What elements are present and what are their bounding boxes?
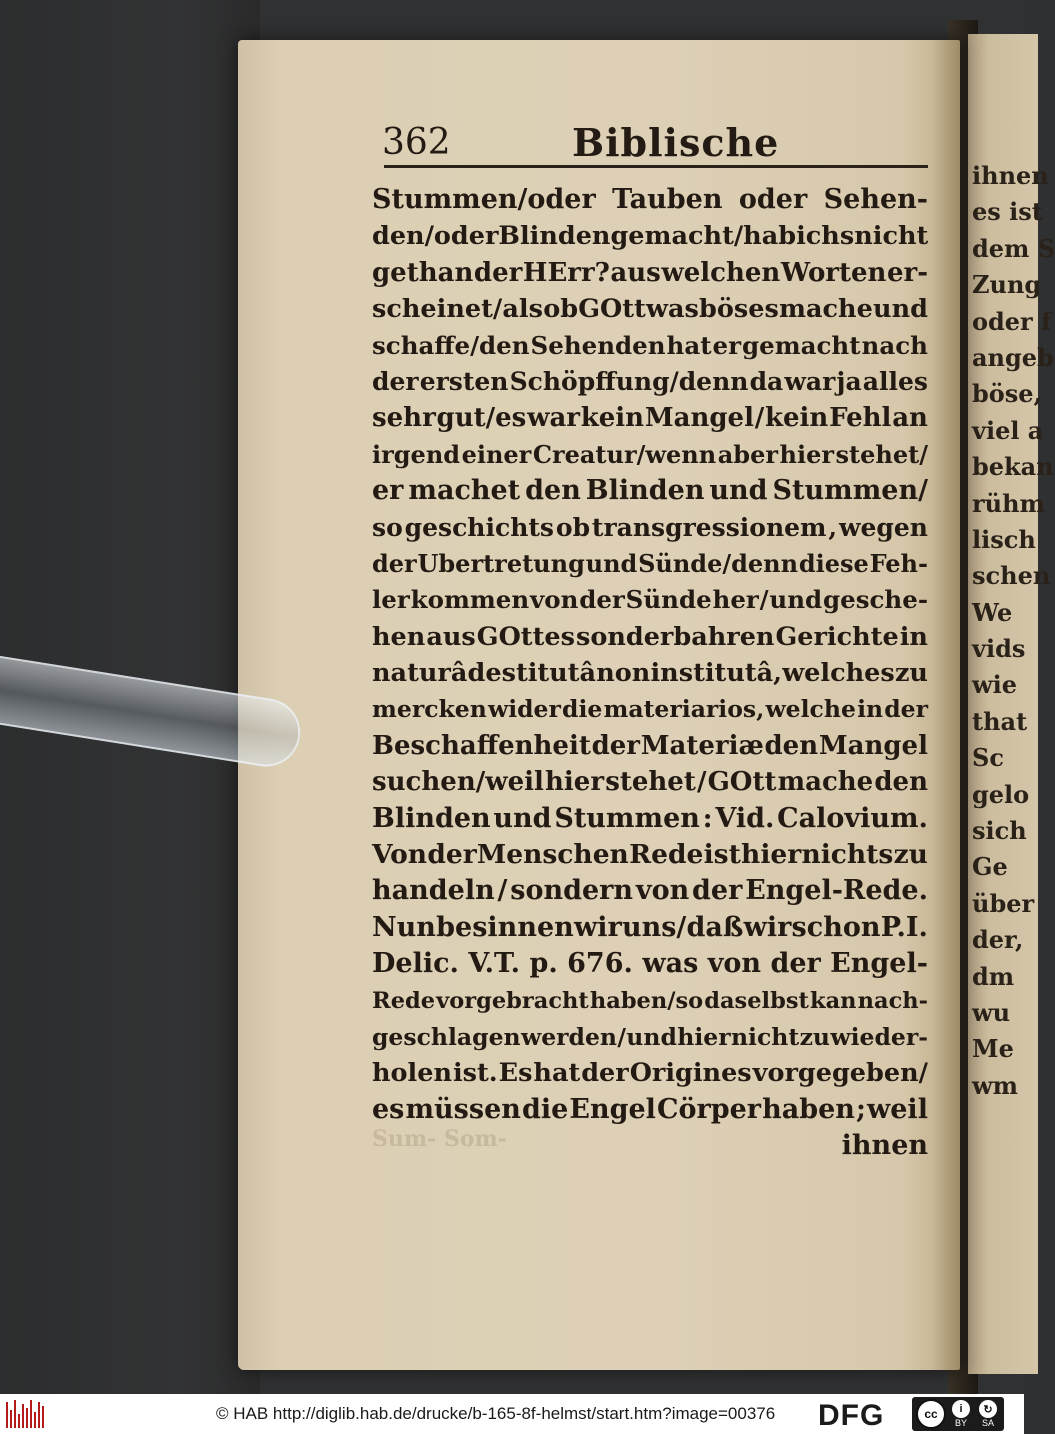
text-word: hier — [741, 839, 802, 871]
text-word: hier — [779, 439, 834, 469]
text-word: transgressionem — [591, 512, 827, 542]
text-word: Stummen/oder — [372, 184, 596, 215]
text-word: hat — [666, 330, 712, 360]
text-word: in — [857, 695, 884, 724]
text-word: haben — [762, 1093, 855, 1125]
text-word: mache — [779, 294, 873, 325]
text-word: zu — [893, 839, 928, 871]
text-word: Fehl — [829, 403, 892, 434]
text-word: gut/es — [436, 403, 527, 434]
text-word: wir — [573, 911, 622, 943]
text-line — [372, 510, 928, 546]
text-word: der — [591, 730, 640, 761]
next-page-fragment: angeb — [972, 342, 1054, 372]
text-word: Vid. — [715, 802, 775, 834]
text-word: war — [527, 403, 580, 434]
text-word: wider — [487, 695, 561, 724]
text-word: aber — [717, 439, 778, 469]
next-page-fragment: schen — [972, 561, 1051, 591]
text-word: was — [642, 948, 699, 980]
text-word: Rede — [629, 839, 704, 871]
text-line — [372, 546, 928, 582]
text-word: von — [635, 875, 690, 907]
text-word: Blinden — [372, 802, 491, 834]
text-word: Engel-Rede. — [745, 875, 928, 907]
text-word: aus — [610, 257, 661, 288]
text-word: diese — [798, 548, 869, 578]
text-word: er — [372, 475, 404, 507]
text-word: ja — [836, 366, 862, 396]
text-word: er- — [886, 257, 928, 288]
next-page-fragment: Ge — [972, 852, 1008, 882]
next-page-fragment: über — [972, 888, 1035, 918]
text-word: hier — [545, 767, 605, 798]
text-word: der — [770, 948, 821, 980]
text-word: Engel — [569, 1093, 656, 1125]
text-line — [372, 400, 928, 436]
text-word: nach- — [857, 987, 928, 1014]
text-word: und — [626, 1022, 677, 1051]
bleed-through-text: Sum- Som- — [372, 1126, 507, 1152]
text-word: kein — [580, 403, 645, 434]
text-word: Calovium. — [777, 802, 928, 834]
text-word: Stummen — [554, 802, 700, 834]
text-line — [372, 1019, 928, 1055]
text-word: geschlagen — [372, 1022, 521, 1051]
text-line — [372, 1092, 928, 1128]
text-line — [372, 910, 928, 946]
text-line — [372, 1055, 928, 1091]
text-word: : — [702, 802, 713, 834]
page-body-text — [372, 182, 928, 1165]
text-word: er — [712, 330, 742, 360]
text-word: GOtt — [578, 294, 646, 325]
page-number: 362 — [382, 122, 451, 163]
next-page-fragment: dm — [972, 961, 1015, 991]
text-word: schon — [791, 911, 881, 943]
text-word: ihnen — [841, 1130, 928, 1162]
text-word: kommen — [410, 585, 530, 615]
next-page-fragment: gelo — [972, 779, 1030, 809]
text-word: gemacht/hab — [610, 221, 797, 252]
text-word: wegen — [838, 512, 928, 542]
text-word: uns/ — [621, 911, 687, 943]
text-line — [372, 218, 928, 254]
cc-icon: cc — [916, 1399, 946, 1429]
text-word: V.T. — [468, 948, 521, 980]
text-word: Sehenden — [530, 330, 666, 360]
text-word: der — [427, 839, 477, 871]
text-word: in — [899, 621, 928, 652]
text-line — [372, 691, 928, 727]
next-page-fragment: ihnen — [972, 161, 1049, 190]
source-credit-link[interactable]: © HAB http://diglib.hab.de/drucke/b-165-8f-helmst/start.htm?image=00376 — [216, 1404, 776, 1423]
cc-sa-label: SA — [981, 1418, 994, 1428]
text-word: 676. — [567, 948, 633, 980]
text-line — [372, 764, 928, 800]
text-word: Rede — [372, 987, 436, 1014]
text-word: aus — [426, 621, 476, 652]
text-word: irgend — [372, 439, 461, 469]
text-word: sonderbahren — [575, 621, 775, 652]
text-word: von — [707, 948, 762, 980]
text-word: / — [696, 767, 707, 798]
text-word: den — [874, 767, 928, 798]
text-line — [372, 946, 928, 982]
text-word: Nun — [372, 911, 436, 943]
header-rule — [384, 165, 928, 168]
text-word: Stummen/ — [772, 475, 928, 507]
text-word: der — [579, 585, 625, 615]
text-word: den — [764, 730, 819, 761]
text-word: wir — [743, 911, 792, 943]
text-word: Cörper — [656, 1093, 761, 1125]
text-word: und — [493, 802, 552, 834]
text-word: , — [828, 512, 838, 542]
text-word: holen — [372, 1058, 452, 1089]
text-word: ist. — [452, 1058, 498, 1089]
text-word: Beschaffenheit — [372, 730, 591, 761]
next-page-text — [972, 158, 1055, 1104]
text-line — [372, 255, 928, 291]
next-page-fragment: oder f — [972, 306, 1052, 336]
next-page-fragment: Sc — [972, 743, 1004, 773]
text-word: gethan — [372, 257, 474, 288]
text-word: / — [759, 585, 769, 615]
text-word: den — [525, 475, 581, 507]
text-word: geschichts — [404, 512, 555, 542]
next-page-fragment: wie — [972, 670, 1018, 700]
text-word: Origines — [629, 1058, 752, 1089]
text-word: böses — [699, 294, 779, 325]
text-word: die — [562, 695, 603, 724]
text-word: werden — [520, 1022, 618, 1051]
text-word: und — [769, 585, 823, 615]
next-page-fragment: viel a — [972, 415, 1044, 445]
text-word: ob — [543, 294, 579, 325]
text-word: vorgebracht — [436, 987, 589, 1014]
text-word: stehet — [605, 767, 696, 798]
text-line — [372, 364, 928, 400]
text-word: Von — [372, 839, 428, 871]
text-word: alles — [862, 366, 928, 396]
text-line — [372, 291, 928, 327]
next-page-fragment: We — [972, 597, 1013, 627]
text-line — [372, 728, 928, 764]
text-word: daß — [686, 911, 744, 943]
text-word: und — [585, 548, 638, 578]
text-word: da — [749, 366, 784, 396]
text-line — [372, 983, 928, 1019]
text-word: p. — [529, 948, 558, 980]
text-word: den/oder — [372, 221, 499, 252]
text-word: suchen/weil — [372, 767, 544, 798]
text-word: non — [596, 658, 651, 689]
next-page-fragment: wm — [972, 1070, 1019, 1100]
text-word: gemacht — [742, 330, 861, 360]
text-word: Engel- — [830, 948, 928, 980]
text-word: destitutâ — [467, 658, 597, 689]
text-word: nicht — [730, 1022, 800, 1051]
text-word: HErr? — [522, 257, 610, 288]
cc-sa-icon: ↻ SA — [976, 1400, 1000, 1428]
next-page-fragment: bekan — [972, 452, 1054, 482]
text-word: so — [372, 512, 403, 542]
text-word: machet — [408, 475, 521, 507]
text-word: Tauben — [612, 184, 723, 215]
text-line — [372, 655, 928, 691]
text-word: Ubertretung — [417, 548, 585, 578]
text-word: und — [873, 294, 928, 325]
text-word: gesche- — [823, 585, 928, 615]
text-word: kan — [810, 987, 857, 1014]
text-word: Mangel — [818, 730, 928, 761]
next-page-fragment: that — [972, 706, 1028, 736]
text-word: welches — [782, 658, 895, 689]
text-word: ichs — [796, 221, 855, 252]
text-word: wieder- — [830, 1022, 928, 1051]
text-word: ersten — [419, 366, 509, 396]
text-word: GOtt — [707, 767, 777, 798]
text-word: zu — [894, 658, 928, 689]
text-word: der — [473, 257, 523, 288]
text-word: ist — [703, 839, 741, 871]
text-word: müssen — [405, 1093, 521, 1125]
page-header — [382, 116, 922, 164]
text-word: nicht — [854, 221, 929, 252]
text-word: sehr — [372, 403, 436, 434]
text-word: naturâ — [372, 658, 468, 689]
text-word: GOttes — [476, 621, 575, 652]
text-line — [372, 837, 928, 873]
text-word: welchen — [661, 257, 781, 288]
text-line — [372, 437, 928, 473]
text-word: die — [521, 1093, 569, 1125]
text-word: nach — [861, 330, 928, 360]
text-word: P.I. — [880, 911, 928, 943]
text-word: Mangel — [644, 403, 754, 434]
text-word: hat — [533, 1058, 581, 1089]
text-word: ; — [855, 1093, 866, 1125]
text-word: Schöpffung/denn — [509, 366, 749, 396]
next-page-fragment: Me — [972, 1034, 1014, 1064]
text-line — [372, 582, 928, 618]
viewer-footer — [0, 1394, 1024, 1434]
cc-by-label: BY — [954, 1418, 967, 1428]
text-word: stehet/ — [835, 439, 928, 469]
text-word: von — [530, 585, 579, 615]
text-word: Creatur/wenn — [532, 439, 717, 469]
text-word: materiarios, — [603, 695, 765, 724]
next-page-fragment: dem S — [972, 233, 1055, 263]
creative-commons-badge[interactable] — [912, 1397, 1004, 1431]
next-page-fragment: lisch — [972, 524, 1036, 554]
text-word: nichts — [801, 839, 894, 871]
dfg-logo: DFG — [818, 1399, 885, 1432]
text-word: was — [646, 294, 699, 325]
text-word: / — [497, 875, 508, 907]
next-page-fragment: es ist — [972, 197, 1043, 227]
next-page-fragment: Zung — [972, 270, 1042, 300]
text-word: als — [502, 294, 543, 325]
text-word: Blinden — [585, 475, 705, 507]
text-word: haben/so — [589, 987, 704, 1014]
text-word: Sünde/denn — [638, 548, 799, 578]
text-word: weil — [867, 1093, 928, 1125]
text-line — [372, 873, 928, 909]
text-word: ler — [372, 585, 410, 615]
text-word: der — [884, 695, 928, 724]
text-line — [372, 328, 928, 364]
text-word: besinnen — [436, 911, 574, 943]
text-word: scheinet/ — [372, 294, 503, 325]
text-word: es — [372, 1093, 405, 1125]
text-word: mache — [777, 767, 874, 798]
text-word: hier — [677, 1022, 731, 1051]
text-word: handeln — [372, 875, 495, 907]
next-page-fragment: sich — [972, 816, 1027, 846]
text-word: zu — [799, 1022, 830, 1051]
text-word: an — [892, 403, 928, 434]
text-line — [372, 473, 928, 509]
text-word: mercken — [372, 695, 487, 724]
running-title: Biblische — [572, 120, 780, 165]
text-word: war — [784, 366, 836, 396]
text-word: Es — [498, 1058, 533, 1089]
next-page-fragment: böse, — [972, 379, 1042, 409]
text-word: hen — [372, 621, 426, 652]
text-word: Sünde — [625, 585, 712, 615]
text-word: / — [617, 1022, 626, 1051]
next-page-fragment: wu — [972, 997, 1011, 1027]
text-word: Gerichte — [775, 621, 899, 652]
text-word: einer — [461, 439, 532, 469]
text-word: institutâ, — [650, 658, 783, 689]
text-word: und — [709, 475, 768, 507]
text-line — [372, 801, 928, 837]
text-word: schaffe/den — [372, 330, 530, 360]
next-page-fragment: der, — [972, 925, 1024, 955]
text-word: daselbst — [704, 987, 809, 1014]
next-page-fragment: rühm — [972, 488, 1045, 518]
text-word: Blinden — [498, 221, 611, 252]
text-word: vorgegeben/ — [752, 1058, 928, 1089]
text-word: kein — [764, 403, 829, 434]
library-barcode-icon — [6, 1400, 48, 1428]
text-word: / — [754, 403, 765, 434]
text-word: der — [581, 1058, 629, 1089]
text-word: welche — [765, 695, 856, 724]
text-word: der — [372, 366, 419, 396]
text-word: oder — [738, 184, 808, 215]
text-word: der — [692, 875, 743, 907]
text-word: Feh- — [869, 548, 928, 578]
text-word: der — [372, 548, 417, 578]
next-page-fragment: vids — [972, 634, 1026, 664]
text-word: ob — [555, 512, 591, 542]
next-page-edge — [968, 34, 1055, 1374]
text-word: Materiæ — [640, 730, 764, 761]
text-line — [372, 619, 928, 655]
text-word: Sehen- — [823, 184, 928, 215]
text-word: her — [712, 585, 759, 615]
text-word: Worten — [780, 257, 887, 288]
text-word: Menschen — [476, 839, 629, 871]
text-word: Delic. — [372, 948, 459, 980]
text-line — [372, 182, 928, 218]
text-word: sondern — [510, 875, 634, 907]
cc-by-icon: i BY — [949, 1400, 973, 1428]
